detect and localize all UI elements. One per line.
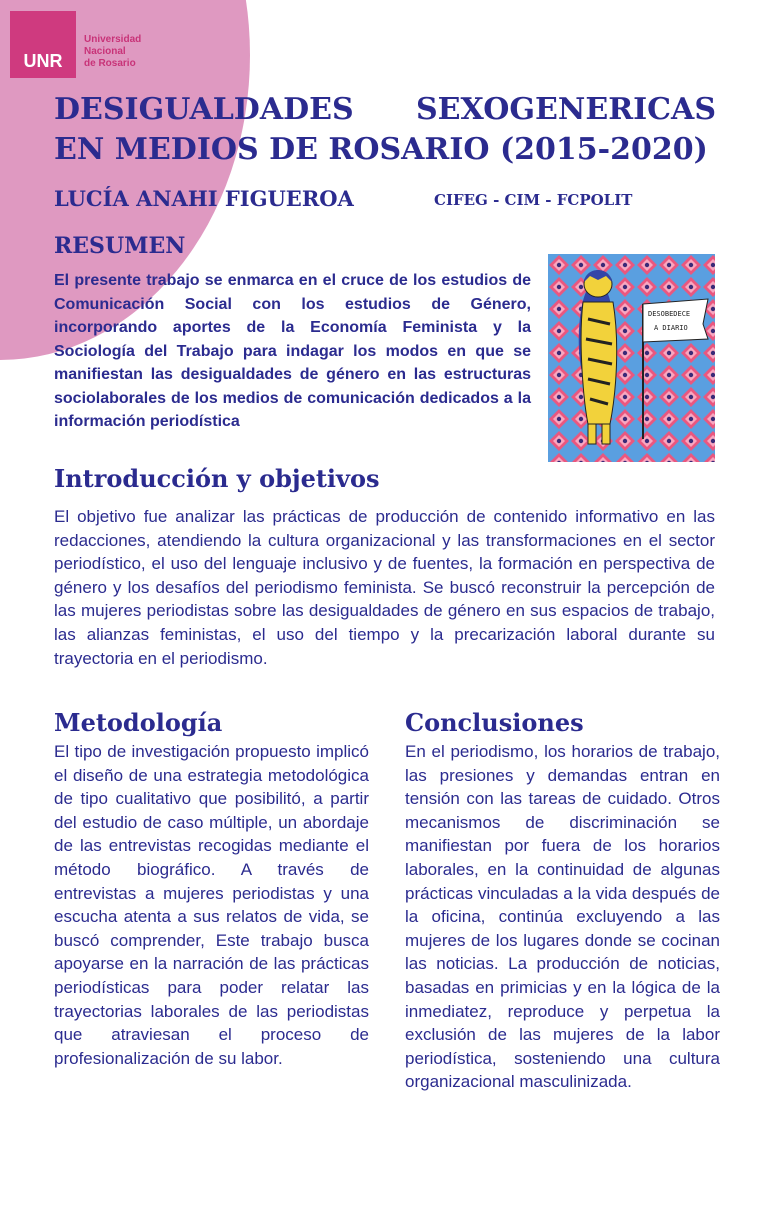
protest-flag xyxy=(643,299,708,342)
logo-abbr: UNR xyxy=(23,51,63,71)
intro-text: El objetivo fue analizar las prácticas de producción de contenido informativo en las redacciones, atendiendo la cultura organizacional y las transformaciones en el sector periodístico, el uso del lenguaje inclusivo y de fuentes, la formación en perspectiva de género y los desafíos del periodismo feminista. Se buscó reconstruir la percepción de las mujeres periodistas sobre las desigualdades de género en sus espacios de trabajo, las alianzas feministas, el uso del tiempo y la precarización laboral durante su trayectoria en el periodismo. xyxy=(54,507,715,668)
resumen-heading: RESUMEN xyxy=(54,233,186,259)
university-name-line2: Nacional xyxy=(84,46,126,57)
conclusiones-heading: Conclusiones xyxy=(405,708,584,737)
metodologia-heading: Metodología xyxy=(54,708,223,737)
university-name-line3: de Rosario xyxy=(84,58,136,69)
feminist-illustration xyxy=(548,254,715,462)
unr-logo xyxy=(10,11,76,78)
affiliation: CIFEG - CIM - FCPOLIT xyxy=(434,191,633,209)
poster-title xyxy=(54,90,716,170)
flag-text-line1: DESOBEDECE xyxy=(648,310,691,318)
flag-text-line2: A DIARIO xyxy=(654,324,688,332)
title-line1: DESIGUALDADES SEXOGENERICAS xyxy=(54,92,716,127)
intro-heading: Introducción y objetivos xyxy=(54,464,380,493)
conclusiones-text: En el periodismo, los horarios de trabajo, las presiones y demandas entran en tensión con las tareas de cuidado. Otros mecanismos de discriminación se manifiestan por fuera de los horarios laborales, en la continuidad de algunas prácticas vinculadas a la vida después de la oficina, continúa excluyendo a las mujeres de los lugares donde se cocinan las noticias. La producción de noticias, basadas en primicias y en la lógica de la inmediatez, reproduce y perpetua la exclusión de las mujeres de la labor periodística, sosteniendo una cultura organizacional masculinizada. xyxy=(405,742,720,1092)
metodologia-text: El tipo de investigación propuesto implicó el diseño de una estrategia metodológica de tipo cualitativo que posibilitó, a partir del estudio de caso múltiple, un abordaje de las entrevistas recogidas mediante el método biográfico. A través de entrevistas a mujeres periodistas y una escucha atenta a sus relatos de vida, se buscó comprender, Este trabajo busca apoyarse en la narración de las prácticas periodísticas para poder relatar las trayectorias laborales de las periodistas que atraviesan el proceso de profesionalización de su labor. xyxy=(54,742,369,1068)
resumen-text: El presente trabajo se enmarca en el cruce de los estudios de Comunicación Social con los estudios de Género, incorporando aportes de la Economía Feminista y la Sociología del Trabajo para indagar los modos en que se manifiestan las desigualdades de género en las estructuras sociolaborales de los medios de comunicación dedicados a la información periodística xyxy=(54,272,531,430)
university-name xyxy=(84,34,141,70)
author-name: LUCÍA ANAHI FIGUEROA xyxy=(54,186,354,211)
university-name-line1: Universidad xyxy=(84,34,142,45)
title-line2: EN MEDIOS DE ROSARIO (2015-2020) xyxy=(54,132,708,167)
